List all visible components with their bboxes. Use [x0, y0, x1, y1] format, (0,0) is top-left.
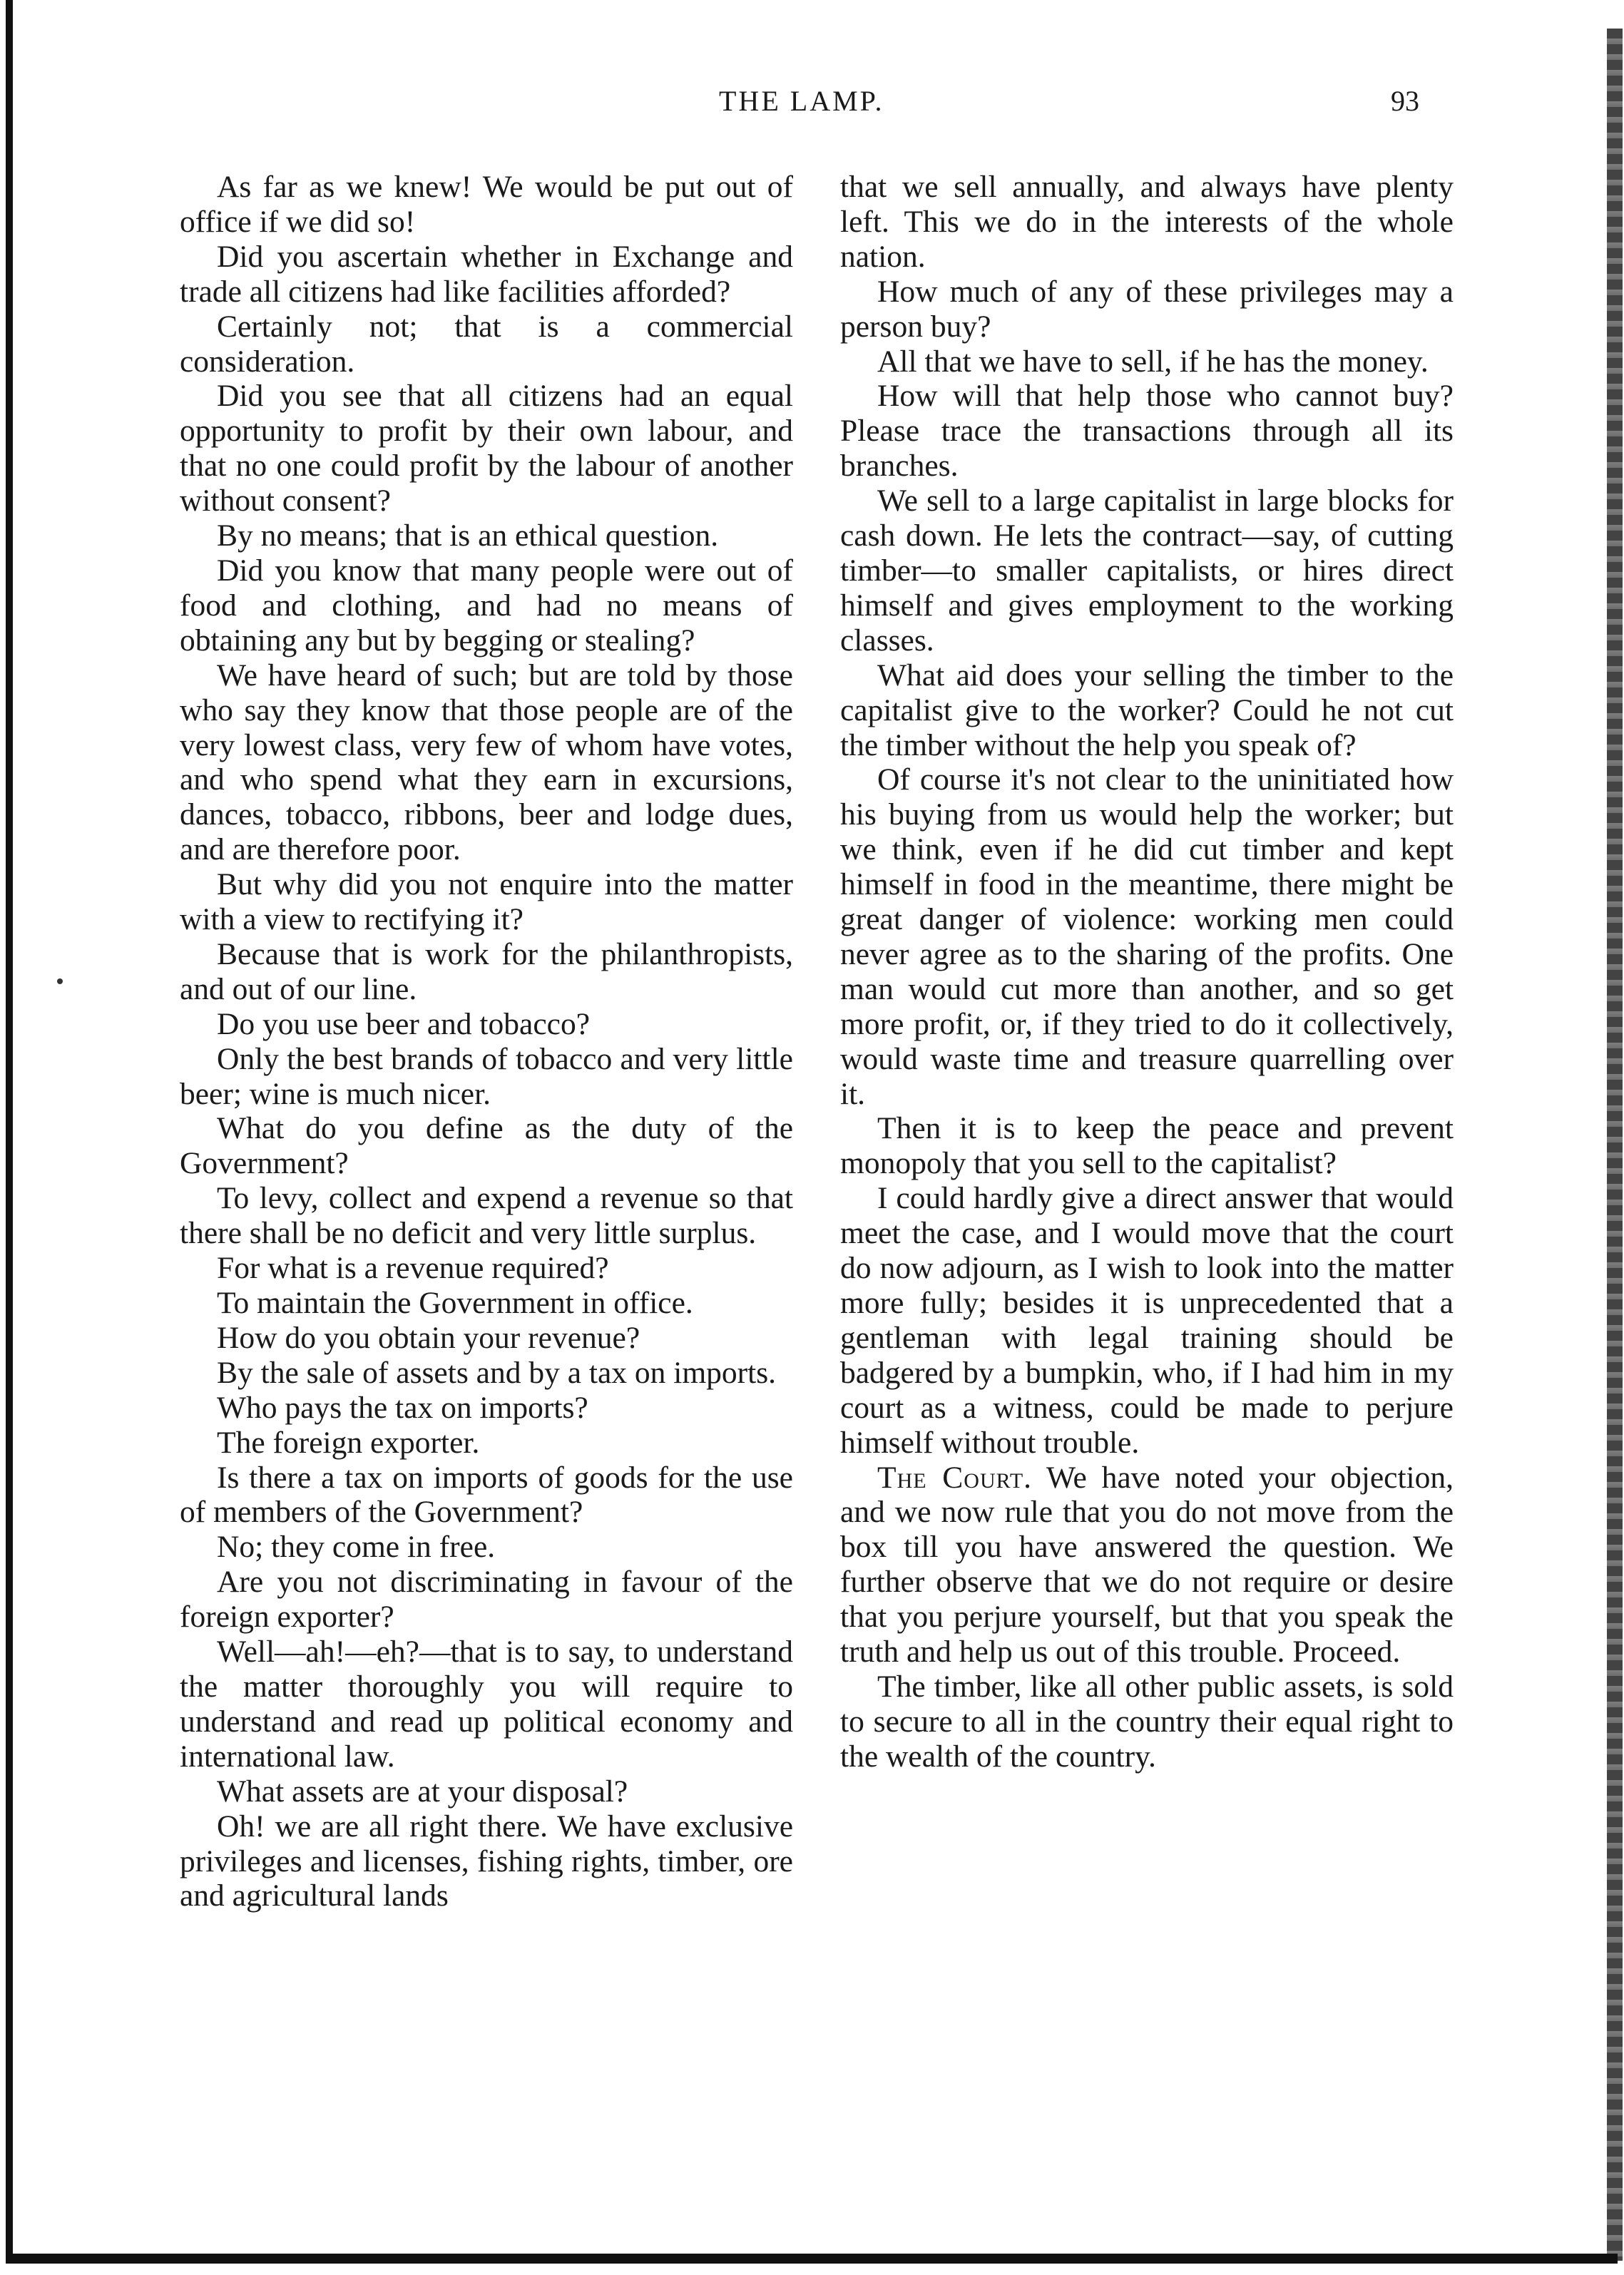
paragraph: Did you ascertain whether in Exchange and trade all citizens had like facilities afforded? [180, 239, 793, 309]
page-header [0, 84, 1624, 127]
right-column [840, 170, 1454, 1774]
paragraph: Who pays the tax on imports? [217, 1390, 588, 1425]
page-border-right [1607, 29, 1623, 2261]
paragraph: Well—ah!—eh?—that is to say, to understand the matter thoroughly you will require to understand and read up political economy and international law. [180, 1635, 793, 1774]
paragraph: We sell to a large capitalist in large blocks for cash down. He lets the contract—say, of cutting timber—to smaller capitalists, or hires direct himself and gives employment to the working classes. [840, 484, 1454, 658]
paragraph: Then it is to keep the peace and prevent monopoly that you sell to the capitalist? [840, 1111, 1454, 1181]
paragraph: We have heard of such; but are told by those who say they know that those people are of the very lowest class, very few of whom have votes, and who spend what they earn in excursions, dances, tobacco, ribbons, beer and lodge dues, and are therefore poor. [180, 658, 793, 867]
paragraph: Are you not discriminating in favour of the foreign exporter? [180, 1565, 793, 1635]
paragraph: Of course it's not clear to the uninitiated how his buying from us would help the worker; but we think, even if he did cut timber and kept himself in food in the meantime, there might be great danger of violence: working men could never agree as to the sharing of the profits. One man would cut more than another, and so get more profit, or, if they tried to do it collectively, would waste time and treasure quarrelling over it. [840, 762, 1454, 1111]
speaker-label: The Court. [877, 1460, 1033, 1495]
paragraph: How do you obtain your revenue? [217, 1320, 640, 1355]
margin-mark [57, 978, 63, 984]
running-title: THE LAMP. [719, 85, 884, 117]
paragraph: Oh! we are all right there. We have exclusive privileges and licenses, fishing rights, timber, ore and agricultural lands [180, 1809, 793, 1913]
paragraph: All that we have to sell, if he has the money. [877, 344, 1429, 379]
continued-paragraph: that we sell annually, and always have plenty left. This we do in the interests of the whole nation. [840, 170, 1454, 274]
paragraph: But why did you not enquire into the matter with a view to rectifying it? [180, 867, 793, 937]
paragraph: I could hardly give a direct answer that would meet the case, and I would move that the court do now adjourn, as I wish to look into the matter more fully; besides it is unprecedented that a gentleman with legal training should be badgered by a bumpkin, who, if I had him in my court as a witness, could be made to perjure himself without trouble. [840, 1181, 1454, 1460]
court-paragraph [840, 1461, 1454, 1670]
page-border-bottom [6, 2254, 1618, 2264]
paragraph: What do you define as the duty of the Government? [180, 1111, 793, 1181]
paragraph: Did you know that many people were out of food and clothing, and had no means of obtaining any but by begging or stealing? [180, 553, 793, 658]
paragraph: Is there a tax on imports of goods for the use of members of the Government? [180, 1460, 793, 1530]
court-statement: We have noted your objection, and we now rule that you do not move from the box till you have answered the question. We further observe that we do not require or desire that you perjure yourself, but that you speak the truth and help us out of this trouble. Proceed. [840, 1460, 1454, 1670]
paragraph: As far as we knew! We would be put out of office if we did so! [180, 170, 793, 239]
paragraph: Certainly not; that is a commercial consideration. [180, 309, 793, 379]
paragraph: Because that is work for the philanthropists, and out of our line. [180, 936, 793, 1006]
paragraph: The timber, like all other public assets, is sold to secure to all in the country their equal right to the wealth of the country. [840, 1669, 1454, 1774]
paragraph: To levy, collect and expend a revenue so that there shall be no deficit and very little surplus. [180, 1181, 793, 1251]
paragraph: For what is a revenue required? [217, 1251, 609, 1286]
paragraph: What aid does your selling the timber to the capitalist give to the worker? Could he not cut the timber without the help you speak of? [840, 658, 1454, 762]
paragraph: Only the best brands of tobacco and very little beer; wine is much nicer. [180, 1041, 793, 1111]
paragraph: The foreign exporter. [217, 1425, 480, 1460]
paragraph: No; they come in free. [217, 1530, 496, 1565]
paragraph: How much of any of these privileges may a person buy? [840, 274, 1454, 344]
paragraph: Did you see that all citizens had an equal opportunity to profit by their own labour, and that no one could profit by the labour of another without consent? [180, 379, 793, 518]
paragraph: By the sale of assets and by a tax on imports. [217, 1355, 777, 1390]
paragraph: How will that help those who cannot buy? Please trace the transactions through all its branches. [840, 379, 1454, 484]
paragraph: To maintain the Government in office. [217, 1286, 693, 1320]
paragraph: By no means; that is an ethical question. [217, 518, 719, 553]
paragraph: Do you use beer and tobacco? [217, 1006, 590, 1041]
page-number: 93 [1391, 85, 1419, 117]
page-border-left [6, 0, 13, 2261]
left-column [180, 170, 793, 1913]
paragraph: What assets are at your disposal? [217, 1774, 628, 1809]
